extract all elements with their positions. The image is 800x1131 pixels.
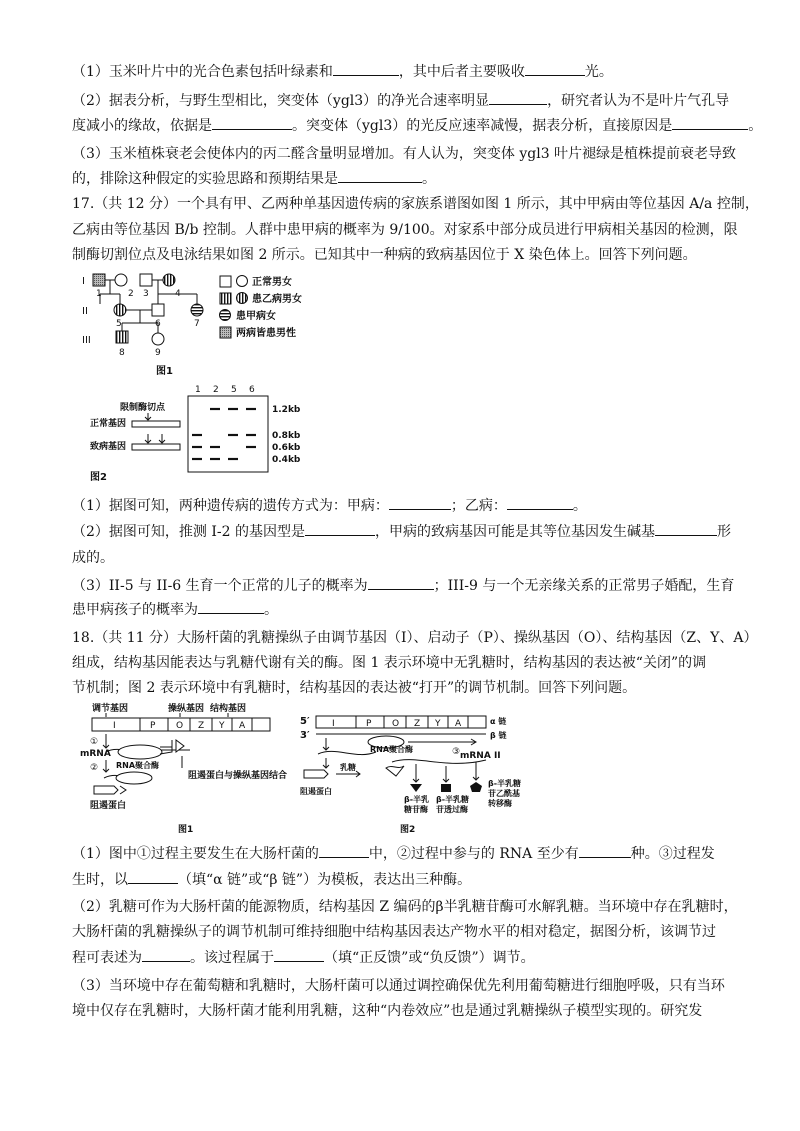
q18-part1-line1: （1）图中①过程主要发生在大肠杆菌的 中，②过程中参与的 RNA 至少有 种。③过程发: [72, 842, 732, 866]
enzyme-3-line1: β-半乳糖: [488, 779, 522, 788]
figure-caption: 图1: [156, 366, 173, 377]
q18-part2-line2: 大肠杆菌的乳糖操纵子的调节机制可维持细胞中结构基因表达产物水平的相对稳定，据图分析，该调节过: [72, 924, 716, 940]
repressor-label: 阻遏蛋白: [90, 801, 127, 811]
enzyme-1-line2: 糖苷酶: [404, 805, 428, 814]
figure-caption: 图1: [178, 825, 194, 835]
header-structural: 结构基因: [210, 704, 247, 714]
gen-label: I: [82, 276, 85, 287]
step-2: ②: [90, 763, 99, 773]
answer-blank[interactable]: [489, 90, 547, 105]
id-label: 2: [128, 289, 134, 299]
id-label: 6: [155, 319, 161, 329]
header-regulator: 调节基因: [92, 704, 129, 714]
three-prime: 3′: [300, 730, 310, 741]
figure-caption: 图2: [90, 472, 107, 483]
id-label: 1: [96, 289, 102, 299]
answer-blank[interactable]: [338, 168, 422, 183]
q16-part2-line1: （2）据表分析，与野生型相比，突变体（ygl3）的净光合速率明显 ，研究者认为不是叶片气孔导: [72, 89, 732, 113]
gene-I: I: [332, 719, 335, 729]
lane-label: 5: [231, 385, 237, 395]
gene-A: A: [239, 721, 246, 731]
individual-III8: [116, 331, 128, 343]
mrna2-label: mRNA II: [460, 751, 501, 761]
legend-disease-b: 患乙病男女: [252, 294, 302, 305]
enzyme-1-line1: β-半乳: [404, 795, 430, 804]
individual-III9: [152, 333, 164, 345]
legend-normal: 正常男女: [252, 277, 292, 288]
step-1: ①: [90, 737, 99, 747]
rna-polymerase-label: RNA聚合酶: [370, 745, 414, 754]
gene-Y: Y: [435, 719, 441, 729]
gene-P: P: [366, 719, 372, 729]
q16-part2-line2: 度减小的缘故，依据是 。突变体（ygl3）的光反应速率减慢，据表分析，直接原因是 。: [72, 114, 732, 138]
q17-part2-line2: 成的。: [72, 550, 114, 566]
normal-gene-bar: [132, 421, 180, 427]
mutant-gene-bar: [132, 444, 180, 450]
q16-part3-line1: （3）玉米植株衰老会使体内的丙二醛含量明显增加。有人认为，突变体 ygl3 叶片褪绿是植株提前衰老导致: [72, 146, 737, 162]
legend-both: 两病皆患男性: [236, 328, 296, 339]
gene-I: I: [113, 721, 116, 731]
q18-stem-line2: 组成，结构基因能表达与乳糖代谢有关的酶。图 1 表示环境中无乳糖时，结构基因的表达被“关闭”的调: [72, 655, 707, 671]
answer-blank[interactable]: [368, 575, 434, 590]
id-label: 3: [143, 289, 149, 299]
q18-part3-line2: 境中仅存在乳糖时，大肠杆菌才能利用乳糖，这种“内卷效应”也是通过乳糖操纵子模型实现的。研究发: [72, 1003, 703, 1019]
answer-blank[interactable]: [579, 843, 631, 858]
answer-blank[interactable]: [142, 947, 190, 962]
q17-stem-line2: 乙病由等位基因 B/b 控制。人群中患甲病的概率为 9/100。对家系中部分成员进行甲病相关基因的检测，限: [72, 222, 738, 238]
five-prime: 5′: [300, 716, 310, 727]
operon-figure-2: [296, 702, 536, 837]
id-label: 8: [119, 348, 125, 358]
answer-blank[interactable]: [525, 61, 585, 76]
answer-blank[interactable]: [128, 869, 178, 884]
restriction-site-label: 限制酶切点: [120, 403, 166, 413]
q18-part2-line1: （2）乳糖可作为大肠杆菌的能源物质，结构基因 Z 编码的β半乳糖苷酶可水解乳糖。当环境中存在乳糖时，: [72, 899, 738, 915]
answer-blank[interactable]: [389, 495, 451, 510]
id-label: 5: [116, 319, 122, 329]
lane-label: 2: [213, 385, 219, 395]
legend-disease-a: 患甲病女: [236, 311, 276, 322]
individual-II6: [152, 304, 164, 316]
step-3: ③: [452, 747, 461, 757]
enzyme-2-line2: 苷透过酶: [436, 805, 468, 814]
answer-blank[interactable]: [672, 115, 748, 130]
individual-I2: [115, 274, 127, 286]
electrophoresis-figure: [88, 382, 328, 484]
gene-A: A: [455, 719, 462, 729]
lane-label: 1: [195, 385, 201, 395]
individual-II7: [191, 304, 203, 316]
beta-chain: β 链: [490, 731, 507, 740]
lane-label: 6: [249, 385, 255, 395]
individual-II5: [114, 304, 126, 316]
q18-part3-line1: （3）当环境中存在葡萄糖和乳糖时，大肠杆菌可以通过调控确保优先利用葡萄糖进行细胞呼吸，只有当环: [72, 978, 725, 994]
q16-part3-line2: 的，排除这种假定的实验思路和预期结果是 。: [72, 167, 732, 191]
pedigree-figure: [80, 268, 340, 380]
mutant-gene-label: 致病基因: [90, 442, 127, 452]
gene-Z: Z: [198, 721, 205, 731]
gen-label: II: [82, 306, 88, 317]
answer-blank[interactable]: [305, 521, 375, 536]
mrna-label: mRNA: [80, 749, 111, 759]
q18-part2-line3: 程可表述为 。该过程属于 （填“正反馈”或“负反馈”）调节。: [72, 946, 732, 970]
q18-stem-line3: 节机制；图 2 表示环境中有乳糖时，结构基因的表达被“打开”的调节机制。回答下列问题。: [72, 680, 637, 696]
id-label: 9: [155, 348, 161, 358]
size-label: 0.4kb: [272, 455, 301, 465]
gene-O: O: [176, 721, 184, 731]
id-label: 7: [194, 319, 200, 329]
gen-label: III: [82, 335, 91, 346]
answer-blank[interactable]: [212, 115, 292, 130]
figure-caption: 图2: [400, 825, 416, 835]
q17-part3-line1: （3）II-5 与 II-6 生育一个正常的儿子的概率为 ；III-9 与一个无亲缘关系的正常男子婚配，生育: [72, 574, 732, 598]
lactose-label: 乳糖: [340, 763, 356, 772]
q17-part3-line2: 患甲病孩子的概率为 。: [72, 598, 732, 622]
size-label: 0.6kb: [272, 443, 301, 453]
size-label: 0.8kb: [272, 431, 301, 441]
individual-I1: [93, 274, 105, 286]
answer-blank[interactable]: [274, 947, 324, 962]
q17-stem-line3: 制酶切割位点及电泳结果如图 2 所示。已知其中一种病的致病基因位于 X 染色体上。回答下列问题。: [72, 247, 697, 263]
enzyme-3-line2: 苷乙酰基: [488, 789, 520, 798]
operon-figure-1: [80, 702, 295, 837]
q17-part1: （1）据图可知，两种遗传病的遗传方式为：甲病： ；乙病： 。: [72, 494, 732, 518]
gene-Y: Y: [219, 721, 225, 731]
q17-stem-line1: 17.（共 12 分）一个具有甲、乙两种单基因遗传病的家族系谱图如图 1 所示，其中甲病由等位基因 A/a 控制，: [72, 196, 759, 212]
answer-blank[interactable]: [319, 843, 369, 858]
q18-part1-line2: 生时，以 （填“α 链”或“β 链”）为模板，表达出三种酶。: [72, 868, 732, 892]
gene-P: P: [150, 721, 156, 731]
q18-stem-line1: 18.（共 11 分）大肠杆菌的乳糖操纵子由调节基因（I）、启动子（P）、操纵基因（O）、结构基因（Z、Y、A）: [72, 630, 758, 646]
alpha-chain: α 链: [490, 717, 507, 726]
individual-I3: [140, 274, 152, 286]
enzyme-2-line1: β-半乳糖: [436, 795, 470, 804]
q16-part1: （1）玉米叶片中的光合色素包括叶绿素和 ，其中后者主要吸收 光。: [72, 60, 732, 84]
size-label: 1.2kb: [272, 405, 301, 415]
enzyme-3-line3: 转移酶: [488, 799, 512, 808]
binding-label: 阻遏蛋白与操纵基因结合: [188, 771, 288, 781]
normal-gene-label: 正常基因: [90, 419, 127, 429]
answer-blank[interactable]: [655, 521, 717, 536]
gene-O: O: [392, 719, 400, 729]
gene-Z: Z: [414, 719, 421, 729]
repressor-label: 阻遏蛋白: [300, 787, 332, 796]
id-label: 4: [175, 289, 181, 299]
answer-blank[interactable]: [333, 61, 399, 76]
rna-polymerase-label: RNA聚合酶: [116, 761, 160, 770]
answer-blank[interactable]: [198, 599, 264, 614]
answer-blank[interactable]: [507, 495, 573, 510]
header-operator: 操纵基因: [168, 704, 205, 714]
q17-part2-line1: （2）据图可知，推测 I-2 的基因型是 ，甲病的致病基因可能是其等位基因发生碱基 形: [72, 520, 732, 544]
individual-I4: [163, 274, 175, 286]
